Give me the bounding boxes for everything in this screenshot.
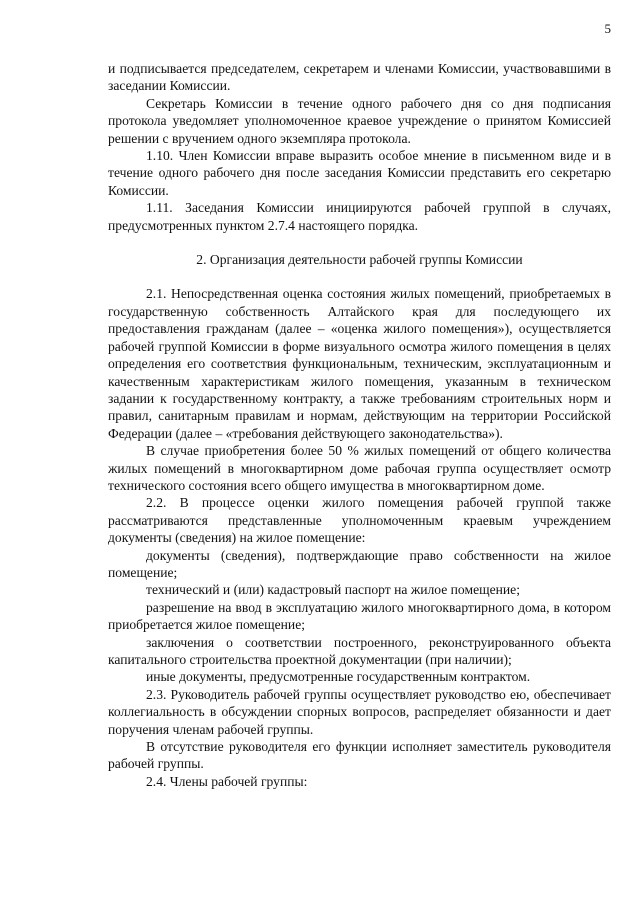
section-heading: 2. Организация деятельности рабочей группы Комиссии [196, 252, 523, 268]
paragraph-1-11: 1.11. Заседания Комиссии инициируются рабочей группой в случаях, предусмотренных пунктом 2.7.4 настоящего порядка. [108, 200, 611, 233]
list-item-passport: технический и (или) кадастровый паспорт на жилое помещение; [146, 582, 520, 598]
paragraph-over-50: В случае приобретения более 50 % жилых помещений от общего количества жилых помещений в многоквартирном доме рабочая группа осуществляет осмотр технического состояния всего общего имущества в многоквартирном доме. [108, 443, 611, 493]
list-item-other-docs: иные документы, предусмотренные государственным контрактом. [146, 669, 531, 685]
paragraph-2-4: 2.4. Члены рабочей группы: [146, 773, 308, 789]
paragraph-secretary: Секретарь Комиссии в течение одного рабочего дня со дня подписания протокола уведомляет уполномоченное краевое учреждение о принятом Комиссией решении с вручением одного экземпляра протокола. [108, 95, 611, 146]
page-number: 5 [604, 21, 611, 36]
paragraph-deputy: В отсутствие руководителя его функции исполняет заместитель руководителя рабочей группы. [108, 739, 611, 772]
paragraph-2-3: 2.3. Руководитель рабочей группы осуществляет руководство ею, обеспечивает коллегиальность в обсуждении спорных вопросов, распределяет обязанности и дает поручения членам рабочей группы. [108, 686, 611, 737]
list-item-permit: разрешение на ввод в эксплуатацию жилого многоквартирного дома, в котором приобретается жилое помещение; [108, 599, 611, 633]
paragraph-continuation: и подписывается председателем, секретарем и членами Комиссии, участвовавшими в заседании Комиссии. [108, 61, 611, 94]
document-body [108, 60, 611, 790]
list-item-ownership: документы (сведения), подтверждающие право собственности на жилое помещение; [108, 547, 611, 580]
paragraph-2-1: 2.1. Непосредственная оценка состояния жилых помещений, приобретаемых в государственную собственность Алтайского края для последующего их предоставления гражданам (далее – «оценка жилого помещения»), осуществляется рабочей группой Комиссии в форме визуального осмотра жилого помещения в целях определения его соответствия функциональным, техническим, эксплуатационным и качественным характеристикам жилого помещения, указанным в техническом задании к государственному контракту, а также требованиям строительных норм и правил, санитарным правилам и нормам, действующим на территории Российской Федерации (далее – «требования действующего законодательства»). [108, 286, 611, 441]
list-item-conformity: заключения о соответствии построенного, реконструированного объекта капитального строительства проектной документации (при наличии); [108, 634, 611, 667]
paragraph-1-10: 1.10. Член Комиссии вправе выразить особое мнение в письменном виде и в течение одного рабочего дня после заседания Комиссии представить его секретарю Комиссии. [108, 148, 611, 198]
paragraph-2-2: 2.2. В процессе оценки жилого помещения рабочей группой также рассматриваются представленные уполномоченным краевым учреждением документы (сведения) на жилое помещение: [108, 495, 611, 546]
